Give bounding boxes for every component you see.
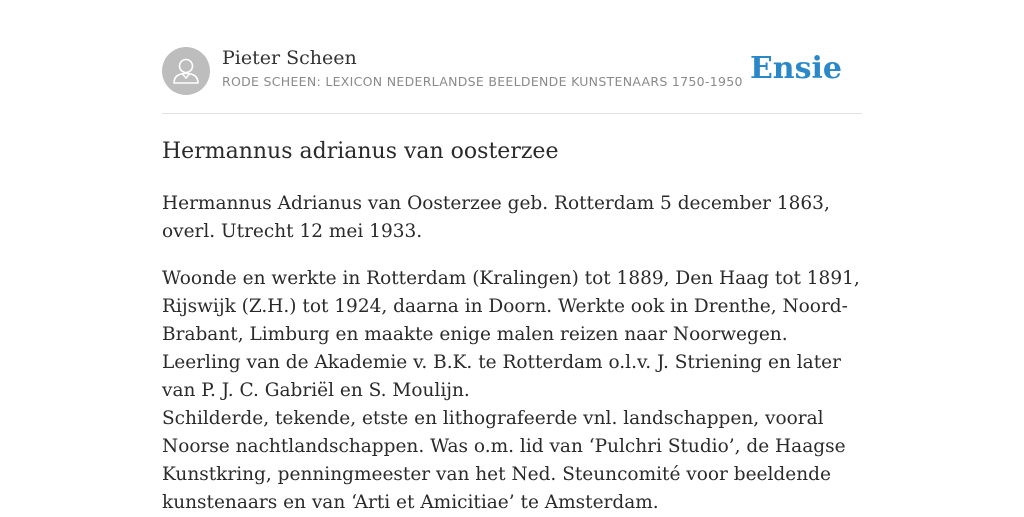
- article-header: [162, 0, 862, 114]
- article-paragraph: Hermannus Adrianus van Oosterzee geb. Rotterdam 5 december 1863, overl. Utrecht 12 mei 1933.: [162, 193, 830, 242]
- author-name[interactable]: Pieter Scheen: [222, 47, 357, 69]
- article-paragraph: Woonde en werkte in Rotterdam (Kralingen) tot 1889, Den Haag tot 1891, Rijswijk (Z.H.) tot 1924, daarna in Doorn. Werkte ook in Drenthe, Noord-Brabant, Limburg en maakte enige malen reizen naar Noorwegen. Leerling van de Akademie v. B.K. te Rotterdam o.l.v. J. Striening en later van P. J. C. Gabriël en S. Moulijn.: [162, 268, 860, 401]
- article-page: [162, 0, 862, 513]
- source-title[interactable]: RODE SCHEEN: LEXICON NEDERLANDSE BEELDENDE KUNSTENAARS 1750-1950: [222, 74, 743, 89]
- brand-logo[interactable]: Ensie: [749, 51, 842, 86]
- article-paragraph: Schilderde, tekende, etste en lithografeerde vnl. landschappen, vooral Noorse nachtlandschappen. Was o.m. lid van ‘Pulchri Studio’, de Haagse Kunstkring, penningmeester van het Ned. Steuncomité voor beeldende kunstenaars en van ‘Arti et Amicitiae’ te Amsterdam.: [162, 408, 846, 513]
- article-title: Hermannus adrianus van oosterzee: [162, 139, 559, 164]
- user-icon[interactable]: [162, 47, 210, 95]
